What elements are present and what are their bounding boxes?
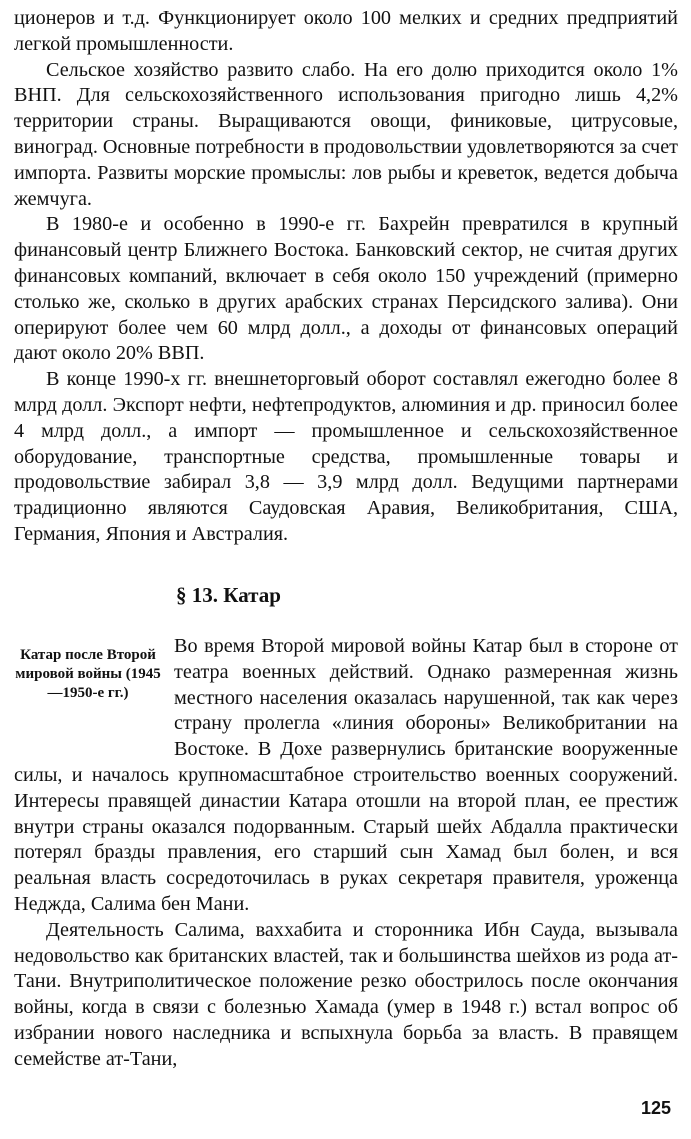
paragraph: В конце 1990-х гг. внешнеторговый оборот составлял ежегодно более 8 млрд долл. Экспорт нефти, нефтепродуктов, алюминия и др. приносил более 4 млрд долл., а импорт — промышленное и сельскохозяйственное оборудование, транспортные средства, промышленные товары и продовольствие забирал 3,8 — 3,9 млрд долл. Ведущими партнерами традиционно являются Саудовская Аравия, Великобритания, США, Германия, Япония и Австралия.: [14, 368, 678, 545]
page-number: 125: [640, 1098, 671, 1118]
paragraph: В 1980-е и особенно в 1990-е гг. Бахрейн превратился в крупный финансовый центр Ближнего Востока. Банковский сектор, не считая других финансовых компаний, включает в себя около 150 учреждений (примерно столько же, сколько в других арабских странах Персидского залива). Они оперируют более чем 60 млрд долл., а доходы от финансовых операций дают около 20% ВВП.: [14, 213, 678, 365]
section-text-block: [14, 634, 678, 1073]
paragraph: Сельское хозяйство развито слабо. На его долю приходится около 1% ВНП. Для сельскохозяйственного использования пригодно лишь 4,2% территории страны. Выращиваются овощи, финиковые, цитрусовые, виноград. Основные потребности в продовольствии удовлетворяются за счет импорта. Развиты морские промыслы: лов рыбы и креветок, ведется добыча жемчуга.: [14, 58, 678, 210]
top-text-block: [14, 6, 678, 548]
paragraph: Деятельность Салима, ваххабита и сторонника Ибн Сауда, вызывала недовольство как британских властей, так и большинства шейхов из рода ат-Тани. Внутриполитическое положение резко обострилось после окончания войны, когда в связи с болезнью Хамада (умер в 1948 г.) встал вопрос об избрании нового наследника и вспыхнула борьба за власть. В правящем семействе ат-Тани,: [14, 918, 678, 1070]
paragraph: ционеров и т.д. Функционирует около 100 мелких и средних предприятий легкой промышленности.: [14, 7, 678, 55]
paragraph: Во время Второй мировой войны Катар был в стороне от театра военных действий. Однако размеренная жизнь местного населения оказалась нарушенной, так как через страну пролегла «линия обороны» Великобритании на Востоке. В Дохе развернулись британские вооруженные силы, и началось крупномасштабное строительство военных сооружений. Интересы правящей династии Катара отошли на второй план, ее престиж внутри страны оказался подорванным. Старый шейх Абдалла практически потерял бразды правления, его старший сын Хамад был болен, и вся реальная власть сосредоточилась в руках секретаря правителя, уроженца Неджда, Салима бен Мани.: [14, 635, 678, 915]
section-heading: § 13. Катар: [176, 583, 281, 607]
margin-note: Катар после Второй мировой войны (1945—1950-е гг.): [15, 647, 161, 701]
